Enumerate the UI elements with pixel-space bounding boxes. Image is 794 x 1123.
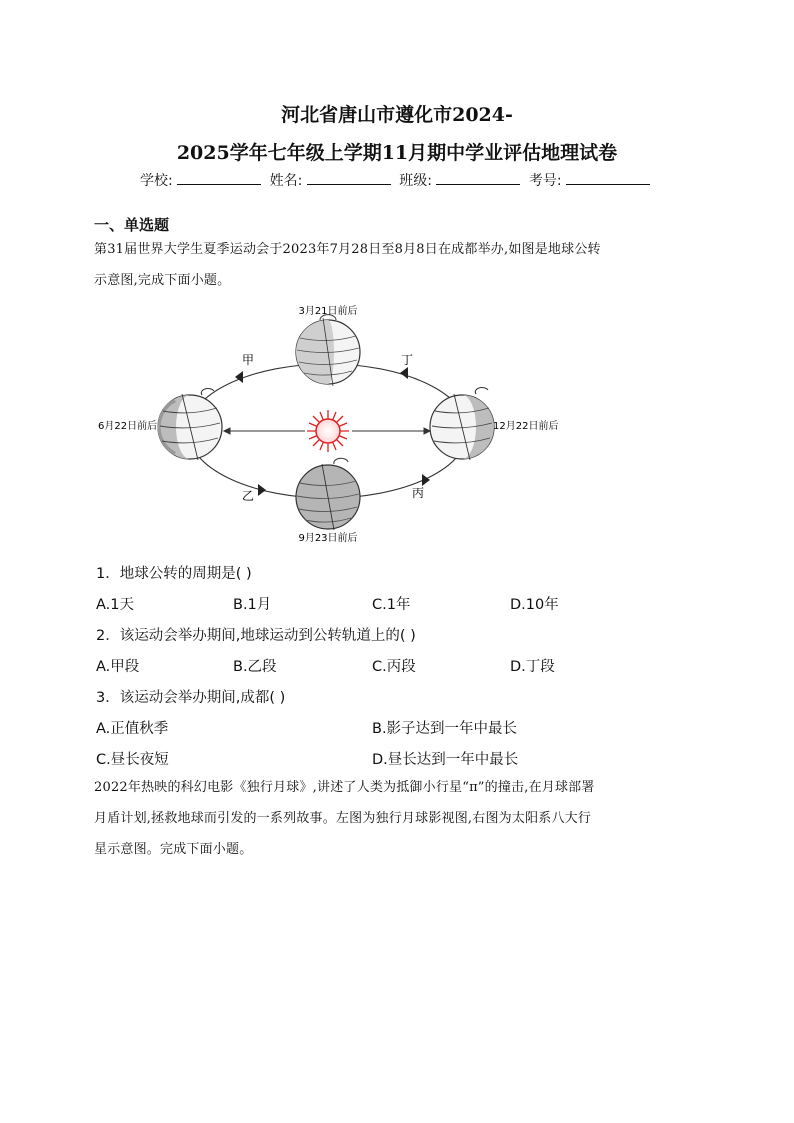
q2-option-a[interactable]: A.甲段 — [96, 659, 140, 675]
q1-option-a[interactable]: A.1天 — [96, 597, 134, 613]
question-3-stem: 3．该运动会举办期间,成都( ) — [96, 690, 286, 706]
q1-option-c[interactable]: C.1年 — [372, 597, 411, 613]
earth-june22 — [157, 389, 222, 460]
intro-paragraph-2 — [94, 772, 700, 865]
q3-option-d[interactable]: D.昼长达到一年中最长 — [372, 752, 519, 768]
segment-yi-label: 乙 — [242, 489, 255, 503]
q3-option-b[interactable]: B.影子达到一年中最长 — [372, 721, 518, 737]
intro1-line1: 第31届世界大学生夏季运动会于2023年7月28日至8月8日在成都举办,如图是地球公转 — [94, 242, 601, 257]
q3-option-c[interactable]: C.昼长夜短 — [96, 752, 169, 768]
segment-bing-label: 丙 — [412, 486, 425, 500]
name-label: 姓名: — [269, 173, 303, 189]
number-blank[interactable] — [566, 172, 650, 185]
label-december22: 12月22日前后 — [493, 421, 559, 432]
class-blank[interactable] — [436, 172, 520, 185]
name-blank[interactable] — [307, 172, 391, 185]
class-label: 班级: — [399, 173, 432, 189]
student-info-row — [0, 170, 794, 190]
q2-option-b[interactable]: B.乙段 — [233, 659, 277, 675]
page-title-line2: 2025学年七年级上学期11月期中学业评估地理试卷 — [176, 142, 618, 164]
q2-option-c[interactable]: C.丙段 — [372, 659, 416, 675]
earth-september23 — [296, 458, 360, 530]
school-blank[interactable] — [177, 172, 261, 185]
label-march21: 3月21日前后 — [298, 306, 358, 317]
page-title-line1: 河北省唐山市遵化市2024- — [281, 104, 513, 126]
intro2-line2: 月盾计划,拯救地球而引发的一系列故事。左图为独行月球影视图,右图为太阳系八大行 — [94, 811, 592, 826]
question-1-stem: 1．地球公转的周期是( ) — [96, 566, 252, 582]
segment-jia-label: 甲 — [242, 353, 255, 367]
label-september23: 9月23日前后 — [298, 533, 358, 544]
earth-december22 — [430, 388, 494, 460]
segment-ding-label: 丁 — [401, 353, 414, 367]
intro2-line3: 星示意图。完成下面小题。 — [94, 842, 253, 857]
q2-option-d[interactable]: D.丁段 — [510, 659, 555, 675]
q1-option-b[interactable]: B.1月 — [233, 597, 272, 613]
label-june22: 6月22日前后 — [98, 421, 158, 432]
school-label: 学校: — [139, 173, 173, 189]
intro2-line1: 2022年热映的科幻电影《独行月球》,讲述了人类为抵御小行星“π”的撞击,在月球部署 — [94, 780, 595, 795]
question-2-stem: 2．该运动会举办期间,地球运动到公转轨道上的( ) — [96, 628, 416, 644]
sun-icon — [307, 410, 349, 452]
q3-option-a[interactable]: A.正值秋季 — [96, 721, 169, 737]
section-heading: 一、单选题 — [94, 216, 170, 234]
intro-paragraph-1 — [94, 234, 700, 296]
earth-revolution-diagram — [90, 298, 580, 550]
intro1-line2: 示意图,完成下面小题。 — [94, 273, 231, 288]
earth-march21 — [296, 315, 360, 386]
q1-option-d[interactable]: D.10年 — [510, 597, 559, 613]
number-label: 考号: — [528, 173, 562, 189]
